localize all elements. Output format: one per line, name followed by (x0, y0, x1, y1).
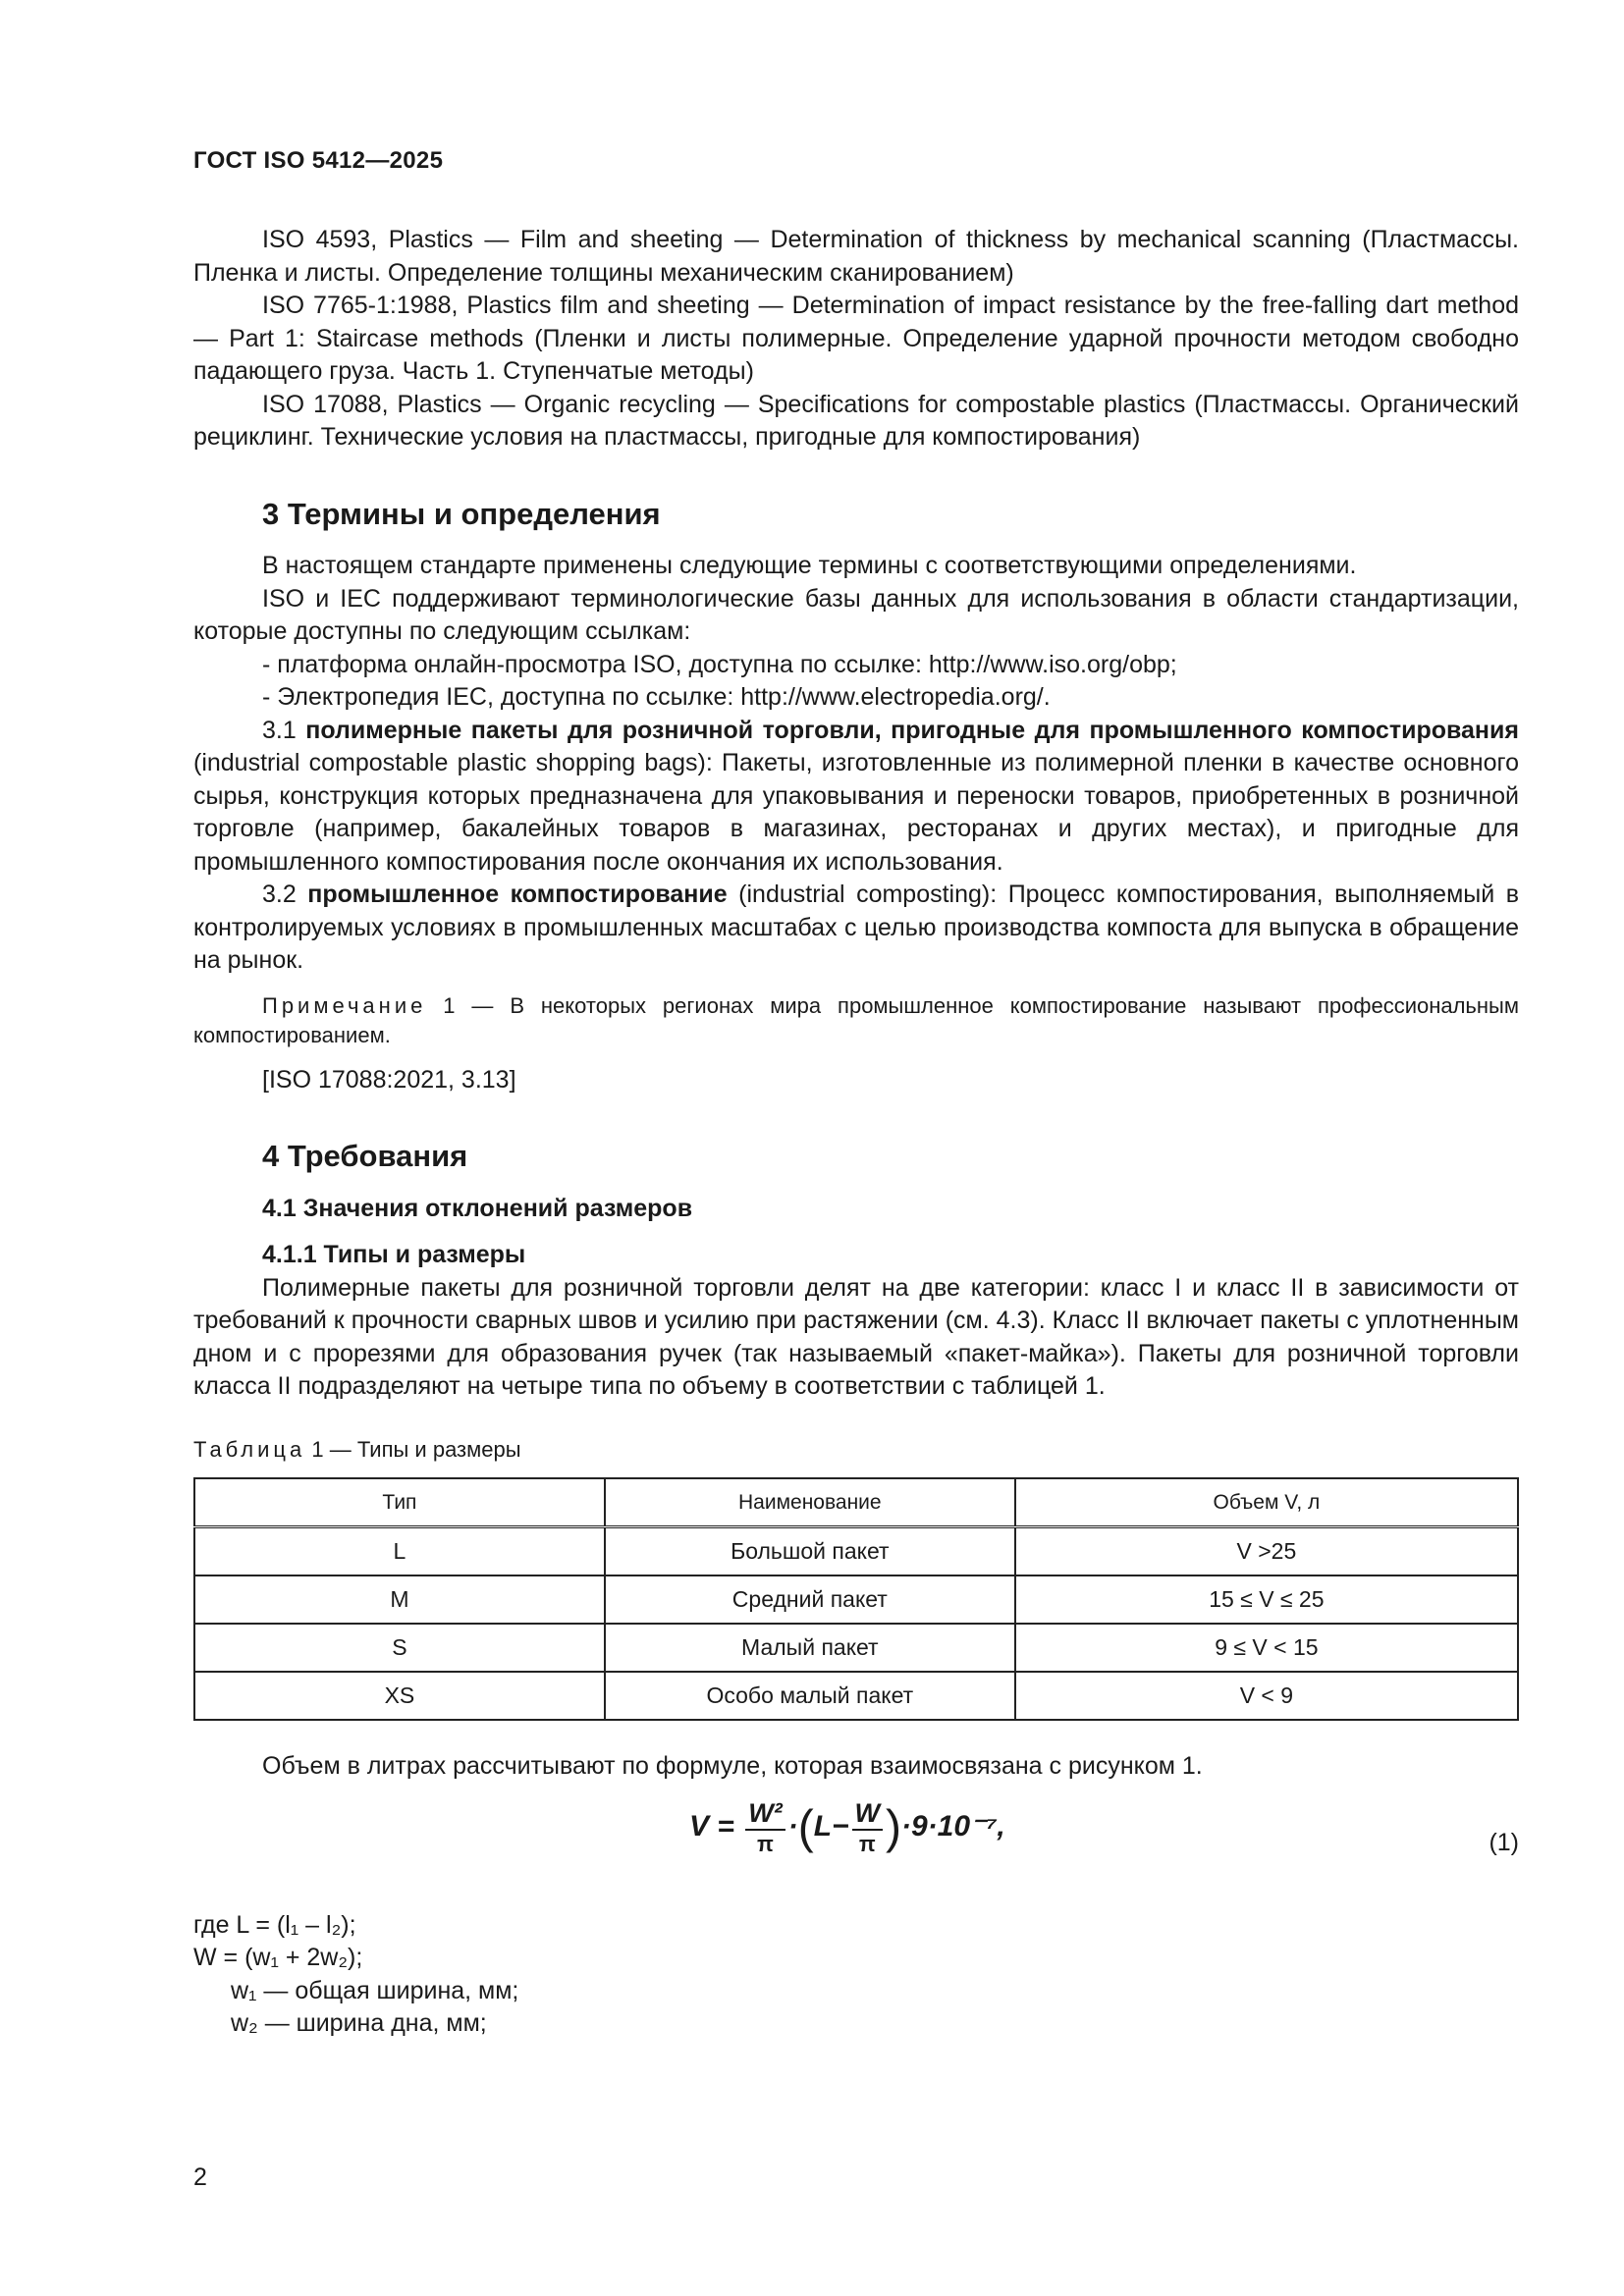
table-cell: V < 9 (1015, 1672, 1518, 1720)
table-1-caption: Таблица 1 — Типы и размеры (193, 1436, 521, 1462)
legend-line: w₁ — общая ширина, мм; (231, 1976, 519, 2004)
link-iec-electropedia: - Электропедия IEC, доступна по ссылке: http://www.electropedia.org/. (262, 683, 1051, 711)
section-4-1-1-paragraph: Полимерные пакеты для розничной торговли делят на две категории: класс I и класс II в зависимости от требований к прочности сварных швов и усилию при растяжении (см. 4.3). Класс II включает пакеты с уплотненным дном и с прорезями для образования ручек (так называемый «пакет-майка»). Пакеты для розничной торговли класса II подразделяют на четыре типа по объему в соответствии с таблицей 1. (193, 1273, 1519, 1400)
table-row (194, 1624, 1518, 1672)
table-row (194, 1672, 1518, 1720)
legend-line: w₂ — ширина дна, мм; (231, 2009, 487, 2037)
table-1 (193, 1477, 1519, 1721)
formula-intro: Объем в литрах рассчитывают по формуле, которая взаимосвязана с рисунком 1. (262, 1752, 1203, 1780)
section-3-intro: В настоящем стандарте применены следующие термины с соответствующими определениями. (262, 552, 1357, 579)
document-body (193, 224, 1519, 2041)
section-3-iso-iec: ISO и IEC поддерживают терминологические базы данных для использования в области стандартизации, которые доступны по следующим ссылкам: (193, 584, 1519, 645)
table-cell: Средний пакет (605, 1575, 1015, 1624)
term-3-1: 3.1 полимерные пакеты для розничной торговли, пригодные для промышленного компостирования (industrial compostable plastic shopping bags): Пакеты, изготовленные из полимерной пленки в качестве основного сырья, конструкция которых предназначена для упаковывания и переноски товаров, приобретенных в розничной торговле (например, бакалейных товаров в магазинах, ресторанах и других местах), и пригодные для промышленного компостирования после окончания их использования. (193, 716, 1519, 876)
table-cell: 15 ≤ V ≤ 25 (1015, 1575, 1518, 1624)
formula-legend (193, 1909, 1519, 2041)
normative-reference: ISO 7765-1:1988, Plastics film and sheeting — Determination of impact resistance by the free-falling dart method — Part 1: Staircase methods (Пленки и листы полимерные. Определение ударной прочности методом свободно падающего груза. Часть 1. Ступенчатые методы) (193, 292, 1520, 385)
section-4-heading: 4 Требования (262, 1139, 468, 1173)
table-row (194, 1527, 1518, 1576)
section-4-1-1-heading: 4.1.1 Типы и размеры (262, 1241, 526, 1268)
table-cell: XS (194, 1672, 605, 1720)
link-iso-obp: - платформа онлайн-просмотра ISO, доступна по ссылке: http://www.iso.org/obp; (262, 650, 1177, 678)
table-cell: S (194, 1624, 605, 1672)
table-header-row (194, 1478, 1518, 1527)
normative-reference: ISO 4593, Plastics — Film and sheeting — Determination of thickness by mechanical scanning (Пластмассы. Пленка и листы. Определение толщины механическим сканированием) (193, 226, 1519, 287)
document-header: ГОСТ ISO 5412—2025 (193, 147, 444, 174)
table-cell: L (194, 1527, 605, 1576)
legend-line: W = (w₁ + 2w₂); (193, 1944, 363, 1971)
table-cell: 9 ≤ V < 15 (1015, 1624, 1518, 1672)
legend-line: где L = (l₁ – l₂); (193, 1910, 356, 1939)
formula-1 (193, 1797, 1519, 1886)
section-4-1-heading: 4.1 Значения отклонений размеров (262, 1194, 693, 1222)
table-cell: V >25 (1015, 1527, 1518, 1576)
table-cell: Большой пакет (605, 1527, 1015, 1576)
term-3-2: 3.2 промышленное компостирование (industrial composting): Процесс компостирования, выполняемый в контролируемых условиях в промышленных масштабах с целью производства компоста для выпуска в обращение на рынок. (193, 881, 1519, 974)
formula-expression: V = $\frac{\text{W²}}{\pi}$ ·(L− $\frac{W}{\pi}$ )·9·10⁻⁷, (689, 1797, 1005, 1856)
table-header-cell: Объем V, л (1015, 1478, 1518, 1527)
table-header-cell: Тип (194, 1478, 605, 1527)
formula-number: (1) (1489, 1828, 1519, 1856)
table-row (194, 1575, 1518, 1624)
term-source: [ISO 17088:2021, 3.13] (262, 1065, 516, 1094)
table-cell: Малый пакет (605, 1624, 1015, 1672)
note-1: Примечание 1 — В некоторых регионах мира промышленное компостирование называют профессиональным компостированием. (193, 992, 1519, 1047)
section-3-heading: 3 Термины и определения (262, 496, 661, 531)
table-header-cell: Наименование (605, 1478, 1015, 1527)
page-number: 2 (193, 2163, 207, 2191)
table-cell: Особо малый пакет (605, 1672, 1015, 1720)
table-cell: M (194, 1575, 605, 1624)
normative-reference: ISO 17088, Plastics — Organic recycling — Specifications for compostable plastics (Пластмассы. Органический рециклинг. Технические условия на пластмассы, пригодные для компостирования) (193, 390, 1519, 451)
